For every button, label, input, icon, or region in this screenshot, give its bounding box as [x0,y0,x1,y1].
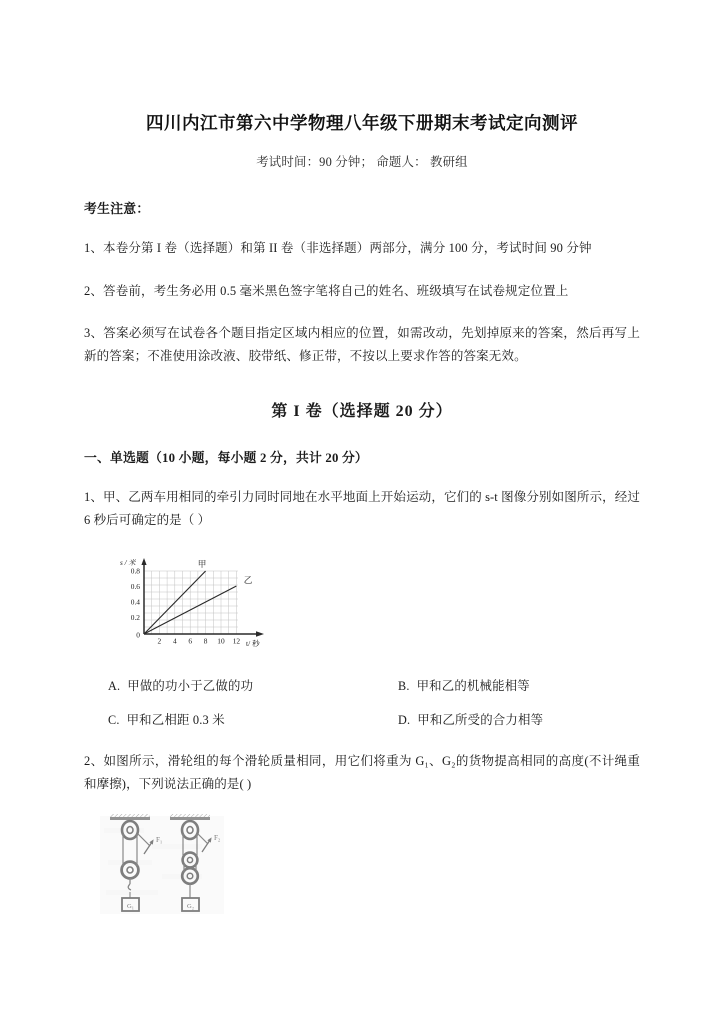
pulley-svg [98,808,228,920]
scan-noise [100,816,224,914]
option-c[interactable] [108,710,398,728]
svg-text:4: 4 [172,636,177,646]
graph-axes [141,558,264,637]
svg-text:0.4: 0.4 [130,597,140,607]
option-c-label: C. [108,712,120,727]
option-b-label: B. [398,678,410,693]
svg-text:0: 0 [136,629,140,639]
option-d[interactable] [398,710,543,728]
svg-text:10: 10 [217,636,225,646]
pulley-system-figure [98,808,640,925]
question-1-options [108,676,636,728]
question-2-number: 2、 [84,753,104,768]
option-a-label: A. [108,678,121,693]
weight-label-g2: G₂ [186,902,195,910]
svg-text:6: 6 [188,636,193,646]
graph-gridlines [144,571,238,634]
section-title-paper-1: 第 I 卷（选择题 20 分） [271,403,453,421]
notice-item-3: 3、答案必须写在试卷各个题目指定区域内相应的位置，如需改动，先划掉原来的答案，然后再写上新的答案；不准使用涂改液、胶带纸、修正带，不按以上要求作答的答案无效。 [84,326,640,364]
svg-text:12: 12 [232,636,241,646]
option-d-label: D. [398,712,411,727]
svg-text:0.6: 0.6 [130,581,140,591]
question-1 [84,486,640,532]
svg-text:2: 2 [157,636,162,646]
notice-item-2: 2、答卷前，考生务必用 0.5 毫米黑色签字笔将自己的姓名、班级填写在试卷规定位置上 [84,283,569,298]
option-row-ab [108,676,636,694]
weight-label-g1: G₁ [126,902,135,910]
question-1-text: 甲、乙两车用相同的牵引力同时同地在水平地面上开始运动，它们的 s-t 图像分别如图所示，经过 6 秒后可确定的是（ ） [84,490,641,528]
question-2 [84,750,640,796]
force-label-f2: F₂ [214,833,221,842]
graph-x-ticks [158,636,241,645]
exam-subtitle: 考试时间：90 分钟； 命题人： 教研组 [256,154,468,169]
option-a[interactable] [108,676,398,694]
page-content [84,0,640,925]
graph-ylabel: s / 米 [120,558,136,567]
pulley-figure-scan [98,808,640,925]
graph-y-ticks [131,566,141,639]
option-c-text: 甲和乙相距 0.3 米 [126,712,225,727]
svg-text:8: 8 [203,636,208,646]
option-d-text: 甲和乙所受的合力相等 [417,712,544,727]
question-1-number: 1、 [84,490,104,505]
question-type-heading: 一、单选题（10 小题，每小题 2 分，共计 20 分） [84,451,368,466]
force-label-f1: F₁ [156,835,163,844]
page-title: 四川内江市第六中学物理八年级下册期末考试定向测评 [146,113,578,133]
graph-xlabel: t/ 秒 [246,638,260,648]
series-label-yi: 乙 [243,574,253,585]
option-b[interactable] [398,676,530,694]
svg-text:0.8: 0.8 [130,566,140,576]
notice-heading: 考生注意： [84,201,150,216]
st-graph-svg [106,549,306,655]
option-b-text: 甲和乙的机械能相等 [416,678,530,693]
option-row-cd [108,710,636,728]
svg-text:0.2: 0.2 [130,612,140,622]
question-2-text: 如图所示，滑轮组的每个滑轮质量相同，用它们将重为 G₁、G₂的货物提高相同的高度(不计绳重和摩擦)，下列说法正确的是( ) [84,753,640,791]
st-graph-figure [106,549,640,660]
option-a-text: 甲做的功小于乙做的功 [127,678,254,693]
series-label-jia: 甲 [197,558,207,569]
notice-item-1: 1、本卷分第 I 卷（选择题）和第 II 卷（非选择题）两部分，满分 100 分，考试时间 90 分钟 [84,240,592,255]
